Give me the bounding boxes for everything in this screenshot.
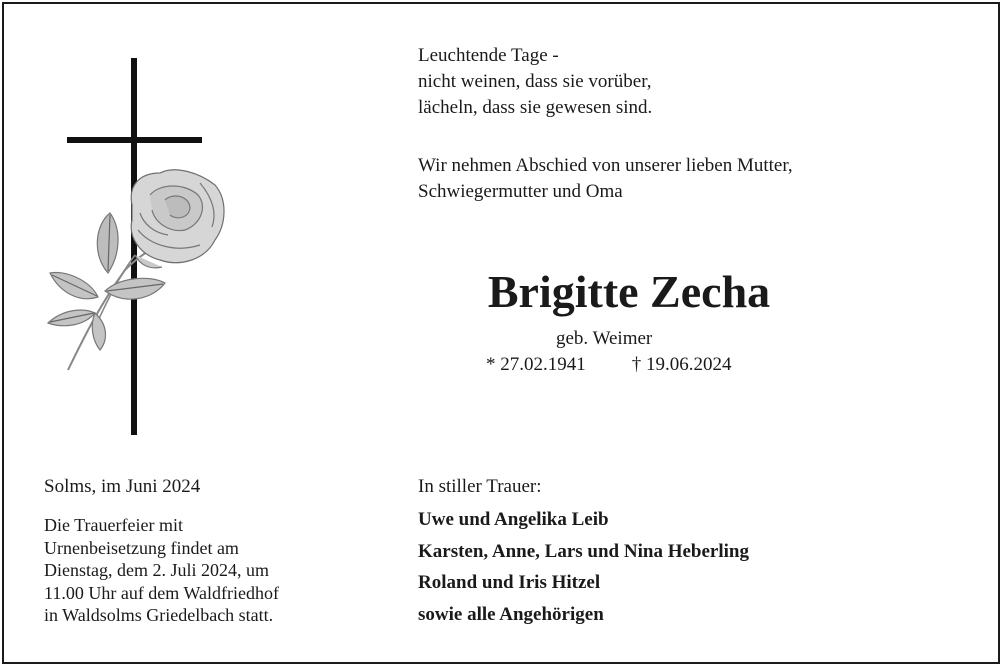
intro-line: Wir nehmen Abschied von unserer lieben Mutter,	[418, 155, 793, 176]
mourning-heading: In stiller Trauer:	[418, 476, 542, 497]
intro-text	[418, 153, 793, 205]
mourners-list	[418, 504, 749, 630]
mourner-entry: Uwe und Angelika Leib	[418, 509, 609, 530]
mourner-entry: Roland und Iris Hitzel	[418, 572, 601, 593]
intro-line: Schwiegermutter und Oma	[418, 181, 623, 202]
poem-line: Leuchtende Tage -	[418, 45, 559, 66]
poem-line: nicht weinen, dass sie vorüber,	[418, 71, 652, 92]
life-dates	[486, 352, 732, 378]
death-date: † 19.06.2024	[631, 354, 732, 375]
deceased-block	[418, 262, 840, 322]
birth-date: * 27.02.1941	[486, 354, 586, 375]
mourner-entry: sowie alle Angehörigen	[418, 603, 604, 625]
birth-name: geb. Weimer	[556, 328, 653, 349]
place-and-date: Solms, im Juni 2024	[44, 476, 201, 497]
deceased-name: Brigitte Zecha	[487, 266, 771, 317]
ceremony-line: Die Trauerfeier mit	[44, 515, 183, 535]
ceremony-line: 11.00 Uhr auf dem Waldfriedhof	[44, 582, 279, 603]
cross-with-rose-illustration	[40, 55, 240, 440]
ceremony-info	[44, 514, 344, 627]
mourner-entry: Karsten, Anne, Lars und Nina Heberling	[418, 540, 749, 562]
ceremony-line: in Waldsolms Griedelbach statt.	[44, 605, 274, 625]
ceremony-line: Dienstag, dem 2. Juli 2024, um	[44, 560, 269, 580]
poem-line: lächeln, dass sie gewesen sind.	[418, 97, 653, 118]
poem	[418, 43, 652, 121]
ceremony-line: Urnenbeisetzung findet am	[44, 537, 239, 558]
